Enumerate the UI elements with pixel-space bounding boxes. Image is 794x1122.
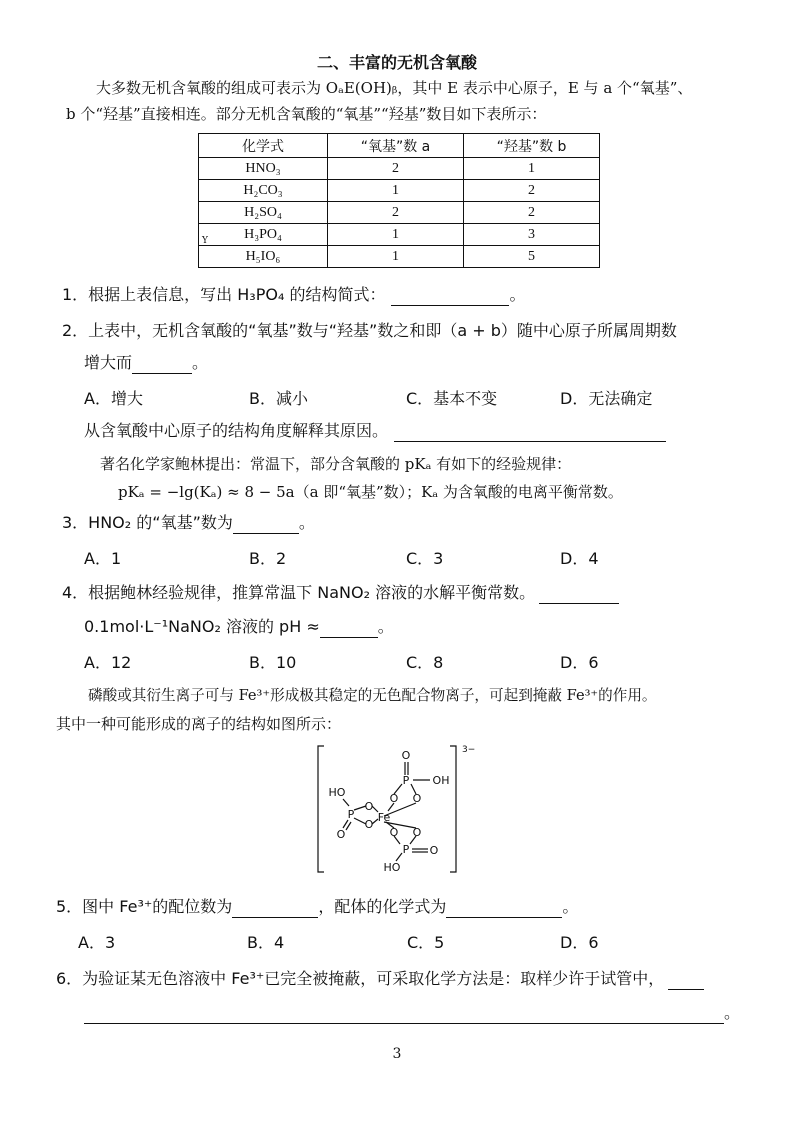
question-4-line-1 <box>62 582 619 604</box>
answer-blank-6a[interactable] <box>668 973 704 990</box>
bond <box>396 853 402 861</box>
q2-option-c[interactable]: C．基本不变 <box>406 389 498 408</box>
table-header-row <box>199 134 600 158</box>
table-cell-a: 1 <box>328 180 464 202</box>
fe-paragraph-line-1: 磷酸或其衍生离子可与 Fe³⁺形成极其稳定的无色配合物离子，可起到掩蔽 Fe³⁺的作用。 <box>88 687 657 704</box>
bond <box>343 799 349 806</box>
atom-o: O <box>389 792 399 805</box>
intro-line-2: b 个“羟基”直接相连。部分无机含氧酸的“氧基”“羟基”数目如下表所示： <box>66 105 547 123</box>
question-6 <box>56 968 704 990</box>
question-6-line-2 <box>84 1002 740 1024</box>
table-cell-b: 1 <box>464 158 600 180</box>
atom-fe: Fe <box>377 811 391 824</box>
question-4-text: 4．根据鲍林经验规律，推算常温下 NaNO₂ 溶液的水解平衡常数。 <box>62 583 536 602</box>
answer-blank-3[interactable] <box>233 517 299 534</box>
q5-option-a[interactable]: A．3 <box>78 933 116 952</box>
section-title: 二、丰富的无机含氧酸 <box>316 53 477 72</box>
page-number: 3 <box>392 1046 402 1062</box>
acid-table <box>198 133 600 268</box>
question-1-text: 1．根据上表信息，写出 H₃PO₄ 的结构简式： <box>62 285 386 304</box>
question-5-text-1: 5．图中 Fe³⁺的配位数为 <box>56 897 233 916</box>
atom-o: O <box>336 828 346 841</box>
q2-option-a[interactable]: A．增大 <box>84 389 143 408</box>
question-4-end: 。 <box>377 617 394 636</box>
atom-o: O <box>401 749 411 762</box>
answer-blank-4b[interactable] <box>320 621 378 638</box>
answer-blank-6b[interactable] <box>84 1007 724 1024</box>
pauling-line-1: 著名化学家鲍林提出：常温下，部分含氧酸的 pKₐ 有如下的经验规律： <box>100 455 572 473</box>
fe-paragraph-line-2: 其中一种可能形成的离子的结构如图所示： <box>56 715 342 733</box>
table-cell-a: 1 <box>328 246 464 268</box>
table-cell-formula: H₂CO₃ <box>199 180 328 202</box>
question-1-end: 。 <box>509 285 526 304</box>
table-row <box>199 180 600 202</box>
margin-mark: Y <box>202 236 208 246</box>
q3-option-b[interactable]: B．2 <box>249 549 287 568</box>
table-cell-formula: HNO₃ <box>199 158 328 180</box>
table-row <box>199 224 600 246</box>
table-row <box>199 246 600 268</box>
table-cell-b: 3 <box>464 224 600 246</box>
q2-option-d[interactable]: D．无法确定 <box>560 389 653 408</box>
question-5-end: 。 <box>562 897 579 916</box>
atom-p: P <box>347 808 355 821</box>
q2-option-b[interactable]: B．减小 <box>249 389 308 408</box>
question-2-explain <box>84 420 666 442</box>
question-2-line-2 <box>84 352 208 374</box>
atom-p: P <box>402 843 410 856</box>
q3-option-a[interactable]: A．1 <box>84 549 122 568</box>
table-row <box>199 202 600 224</box>
q5-option-c[interactable]: C．5 <box>407 933 445 952</box>
table-header-oxo: “氧基”数 a <box>328 134 464 158</box>
fe-complex-diagram <box>310 740 500 880</box>
q4-option-d[interactable]: D．6 <box>560 653 599 672</box>
answer-blank-5a[interactable] <box>232 901 318 918</box>
group-ho: HO <box>328 786 346 799</box>
table-header-hydroxyl: “羟基”数 b <box>464 134 600 158</box>
table-cell-formula: H₃PO₄ <box>199 224 328 246</box>
bond <box>343 820 348 828</box>
question-4-ph-text: 0.1mol·L⁻¹NaNO₂ 溶液的 pH ≈ <box>84 617 320 636</box>
table-cell-formula: H₂SO₄ <box>199 202 328 224</box>
table-row <box>199 158 600 180</box>
q5-option-b[interactable]: B．4 <box>247 933 285 952</box>
intro-line-1: 大多数无机含氧酸的组成可表示为 OₐE(OH)ᵦ，其中 E 表示中心原子，E 与 a 个“氧基”、 <box>96 79 693 97</box>
question-5 <box>56 896 578 918</box>
q4-option-a[interactable]: A．12 <box>84 653 132 672</box>
table-cell-a: 1 <box>328 224 464 246</box>
question-2-end: 。 <box>192 353 209 372</box>
left-bracket <box>318 746 324 872</box>
question-4-line-2 <box>84 616 394 638</box>
table-cell-b: 5 <box>464 246 600 268</box>
question-5-text-2: ，配体的化学式为 <box>318 897 447 916</box>
table-header-formula: 化学式 <box>199 134 328 158</box>
q4-option-c[interactable]: C．8 <box>406 653 444 672</box>
question-3-text: 3．HNO₂ 的“氧基”数为 <box>62 513 233 532</box>
table-cell-formula: H₅IO₆ <box>199 246 328 268</box>
pauling-line-2: pKₐ = −lg(Kₐ) ≈ 8 − 5a（a 即“氧基”数）；Kₐ 为含氧酸的电离平衡常数。 <box>118 483 623 501</box>
question-2-explain-text: 从含氧酸中心原子的结构角度解释其原因。 <box>84 421 389 440</box>
question-2-line-1: 2．上表中，无机含氧酸的“氧基”数与“羟基”数之和即（a + b）随中心原子所属周期数 <box>62 321 677 340</box>
table-cell-b: 2 <box>464 180 600 202</box>
answer-blank-5b[interactable] <box>446 901 562 918</box>
atom-o: O <box>364 800 374 813</box>
question-6-text: 6．为验证某无色溶液中 Fe³⁺已完全被掩蔽，可采取化学方法是：取样少许于试管中， <box>56 969 665 988</box>
ion-charge: 3− <box>462 745 476 755</box>
atom-o: O <box>412 792 422 805</box>
q4-option-b[interactable]: B．10 <box>249 653 297 672</box>
question-3-end: 。 <box>298 513 315 532</box>
answer-blank-1[interactable] <box>391 289 509 306</box>
group-oh: OH <box>432 774 450 787</box>
table-cell-a: 2 <box>328 202 464 224</box>
answer-blank-2[interactable] <box>132 357 192 374</box>
q3-option-d[interactable]: D．4 <box>560 549 599 568</box>
question-1 <box>62 284 525 306</box>
group-ho: HO <box>383 861 401 874</box>
table-cell-b: 2 <box>464 202 600 224</box>
atom-o: O <box>412 826 422 839</box>
atom-p: P <box>402 774 410 787</box>
atom-o: O <box>364 818 374 831</box>
question-6-end: 。 <box>724 1003 741 1022</box>
answer-blank-2-explain[interactable] <box>394 425 666 442</box>
question-2-text: 增大而 <box>84 353 133 372</box>
answer-blank-4a[interactable] <box>539 587 619 604</box>
table-cell-a: 2 <box>328 158 464 180</box>
q3-option-c[interactable]: C．3 <box>406 549 444 568</box>
question-3 <box>62 512 315 534</box>
right-bracket <box>450 746 456 872</box>
bond <box>346 822 351 830</box>
q5-option-d[interactable]: D．6 <box>560 933 599 952</box>
atom-o: O <box>429 844 439 857</box>
atom-o: O <box>389 826 399 839</box>
